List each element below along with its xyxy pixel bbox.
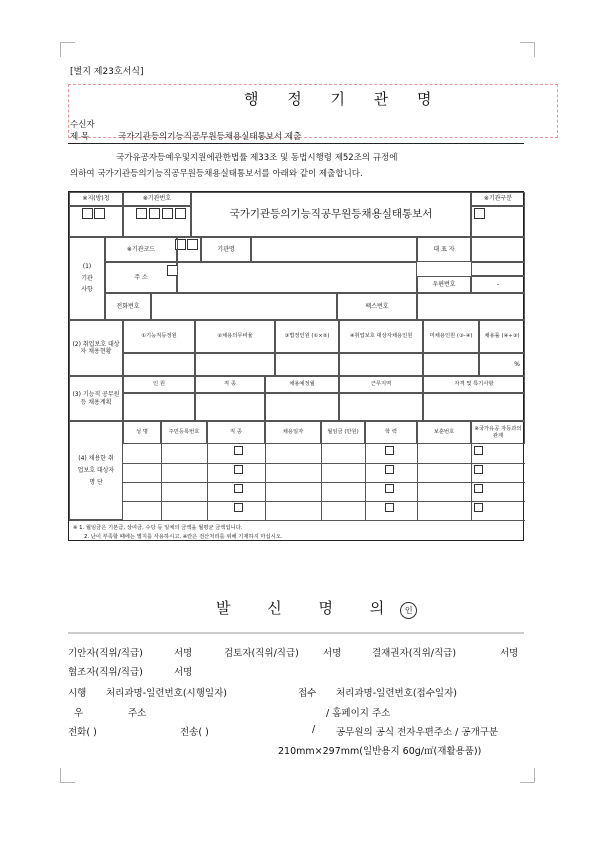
subject-label: 제 목 xyxy=(70,132,90,142)
agency-number-checkbox-2[interactable] xyxy=(149,208,160,219)
s4-relation-checkbox[interactable] xyxy=(474,465,483,474)
paper-spec: 210mm×297mm(일반용지 60g/㎡(재활용품)) xyxy=(278,746,482,757)
cooperator-signature: 서명 xyxy=(174,667,193,678)
cooperator-label: 협조자(직위/직급) xyxy=(68,667,143,678)
s2-col-positions: ①기능직등정원 xyxy=(123,320,195,353)
s4-job-checkbox[interactable] xyxy=(234,484,243,493)
homepage-label: / 홈페이지 주소 xyxy=(326,708,391,719)
s2-legal-value xyxy=(275,353,339,376)
fax-footer-label: 전송( ) xyxy=(180,727,209,738)
approver-label: 결재권자(직위/직급) xyxy=(372,648,457,659)
s4-relation-checkbox[interactable] xyxy=(474,446,483,455)
crop-mark-top-right xyxy=(520,42,535,57)
intro-line-2: 의하여 국가기관등의기능직공무원등채용실태통보서를 아래와 같이 제출합니다. xyxy=(70,169,363,179)
s3-col-job: 직 종 xyxy=(195,376,265,393)
s3-qualification-value xyxy=(423,393,525,421)
agency-number-checkbox-1[interactable] xyxy=(136,208,147,219)
s3-count-value xyxy=(123,393,195,421)
agency-name-title: 행 정 기 관 명 xyxy=(244,90,444,108)
subject-text: 국가기관등의기능직공무원등채용실태통보서 제출 xyxy=(118,132,302,142)
s4-education-checkbox[interactable] xyxy=(385,484,394,493)
s3-col-region: 근무지역 xyxy=(339,376,423,393)
recipient-label: 수신자 xyxy=(70,120,95,130)
address-footer-label: 주소 xyxy=(128,708,147,719)
s4-row-line xyxy=(123,501,525,502)
reviewer-label: 검토자(직위/직급) xyxy=(224,648,299,659)
agency-name-label: 기관명 xyxy=(201,237,251,262)
representative-label: 대 표 자 xyxy=(417,237,471,262)
enforcement-label: 시행 xyxy=(68,688,87,699)
s2-unhired-value xyxy=(423,353,479,376)
agency-number-checkbox-3[interactable] xyxy=(162,208,173,219)
approver-signature: 서명 xyxy=(500,648,519,659)
footer-slash: / xyxy=(312,724,316,735)
region-checkbox-1[interactable] xyxy=(82,208,93,219)
report-table xyxy=(68,191,524,541)
phone-value xyxy=(151,293,337,320)
agency-name-value xyxy=(251,237,417,262)
sender-divider xyxy=(68,632,524,634)
s2-col-legal: ③법정인원 (①×②) xyxy=(275,320,339,353)
s2-col-ratio: ②채용의무비율 xyxy=(195,320,275,353)
s3-region-value xyxy=(339,393,423,421)
section-2-label: (2) 취업보호 대상자 채용현황 xyxy=(69,320,123,376)
representative-value xyxy=(471,237,525,262)
fax-label: 팩스번호 xyxy=(337,293,417,320)
sender-title xyxy=(216,597,417,619)
address-value xyxy=(177,262,417,293)
s4-relation-checkbox[interactable] xyxy=(474,484,483,493)
subject-underline xyxy=(68,143,524,144)
s3-col-month: 채용예정월 xyxy=(265,376,339,393)
s4-job-checkbox[interactable] xyxy=(234,446,243,455)
crop-mark-bottom-right xyxy=(520,768,535,783)
s4-col-relation: ※국가유공 자등과의관계 xyxy=(471,421,525,444)
receipt-label: 접수 xyxy=(298,688,317,699)
s2-rate-value: % xyxy=(479,353,525,376)
s4-row-line xyxy=(123,463,525,464)
s4-row-line xyxy=(123,482,525,483)
s2-col-hired: ④취업보호 대상자채용인원 xyxy=(339,320,423,353)
s4-bottom-line xyxy=(69,520,525,521)
reviewer-signature: 서명 xyxy=(323,648,342,659)
drafter-signature: 서명 xyxy=(174,648,193,659)
region-checkbox-2[interactable] xyxy=(94,208,105,219)
crop-mark-bottom-left xyxy=(60,768,75,783)
s2-col-rate: 채용률 (④÷③) xyxy=(479,320,525,353)
s2-col-unhired: 미채용인원 (③-④) xyxy=(423,320,479,353)
table-note-1: ※ 1. 월임금은 기본급, 상여금, 수당 등 일체의 금액을 월평균 금액입니다. xyxy=(73,525,243,531)
crop-mark-top-left xyxy=(60,42,75,57)
enforcement-number: 처리과명-일련번호(시행일자) xyxy=(106,688,227,699)
form-reference: [별지 제23호서식] xyxy=(70,67,144,77)
agency-code-value xyxy=(177,237,201,262)
agency-type-checkbox[interactable] xyxy=(474,208,485,219)
seal-mark: 인 xyxy=(400,602,417,619)
section-3-label: (3) 기능직 공무원등 채용계획 xyxy=(69,376,123,421)
s4-col-job: 직 종 xyxy=(207,421,265,444)
receipt-number: 처리과명-일련번호(접수일자) xyxy=(336,688,457,699)
drafter-label: 기안자(직위/직급) xyxy=(68,648,143,659)
s4-col-name: 성 명 xyxy=(123,421,161,444)
s4-education-checkbox[interactable] xyxy=(385,465,394,474)
s4-col-veteran-number: 보훈번호 xyxy=(417,421,471,444)
phone-label: 전화번호 xyxy=(105,293,151,320)
intro-line-1: 국가유공자등예우및지원에관한법률 제33조 및 동법시행령 제52조의 규정에 xyxy=(116,153,398,163)
email-disclosure-label: 공무원의 공식 전자우편주소 / 공개구분 xyxy=(336,727,499,738)
s4-education-checkbox[interactable] xyxy=(385,503,394,512)
header-agency-number: ※기관번호 xyxy=(123,192,191,206)
header-region: ※지(방)청 xyxy=(69,192,123,206)
s3-month-value xyxy=(265,393,339,421)
header-agency-type: ※기관구분 xyxy=(471,192,525,206)
s4-relation-checkbox[interactable] xyxy=(474,503,483,512)
agency-code-label: ※기관코드 xyxy=(105,237,177,262)
section-1-label xyxy=(69,237,105,320)
s4-job-checkbox[interactable] xyxy=(234,465,243,474)
s4-education-checkbox[interactable] xyxy=(385,446,394,455)
s2-ratio-value xyxy=(195,353,275,376)
representative-extra xyxy=(471,262,525,276)
section-4-label xyxy=(69,421,123,520)
postal-code-label: 우편번호 xyxy=(417,276,471,293)
postal-code-value: - xyxy=(471,276,525,293)
s2-positions-value xyxy=(123,353,195,376)
address-label: 주 소 xyxy=(105,262,177,293)
sender-label: 발 신 명 의 xyxy=(216,599,401,617)
s4-job-checkbox[interactable] xyxy=(234,503,243,512)
s4-col-id: 주민등록번호 xyxy=(161,421,207,444)
table-note-2: 2. 난이 부족할 때에는 별지를 사용하시고, ※란은 전산처리를 위해 기재하지 마십시오. xyxy=(84,534,283,540)
s2-hired-value xyxy=(339,353,423,376)
agency-number-checkbox-4[interactable] xyxy=(175,208,186,219)
s3-col-count: 인 원 xyxy=(123,376,195,393)
s3-col-qualification: 자격 및 특기사항 xyxy=(423,376,525,393)
s4-col-education: 학 력 xyxy=(365,421,417,444)
report-title: 국가기관등의기능직공무원등채용실태통보서 xyxy=(191,192,471,237)
phone-footer-label: 전화( ) xyxy=(68,727,97,738)
s4-col-wage: 월임금 (만원) xyxy=(321,421,365,444)
postal-label: 우 xyxy=(74,708,84,719)
s4-col-date: 채용일자 xyxy=(265,421,321,444)
section-1-label-text: (1) 기관사항 xyxy=(81,263,93,294)
section-4-label-text: (4) 채용한 취업보호 대상자 명 단 xyxy=(77,454,115,486)
fax-value xyxy=(417,293,525,320)
s3-job-value xyxy=(195,393,265,421)
